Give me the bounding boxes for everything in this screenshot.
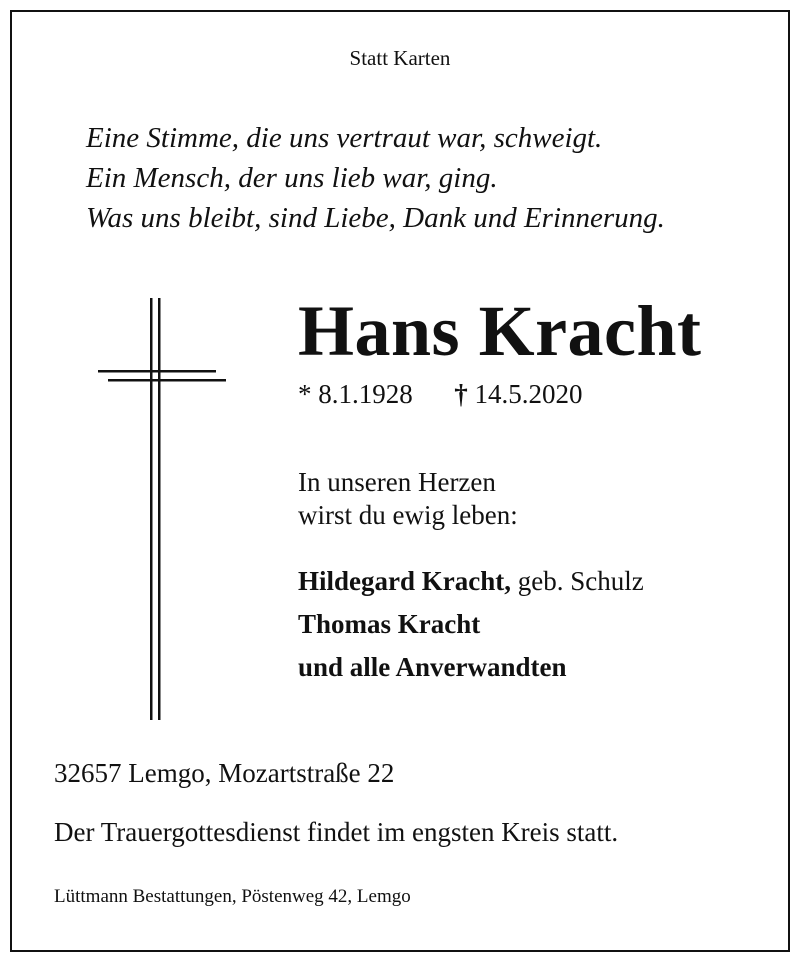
service-note: Der Trauergottesdienst findet im engsten Kreis statt. — [54, 817, 619, 847]
mourner-name: Hildegard Kracht, — [298, 566, 511, 596]
farewell-line: wirst du ewig leben: — [298, 500, 518, 530]
farewell-text — [298, 466, 518, 532]
family-address: 32657 Lemgo, Mozartstraße 22 — [54, 758, 395, 788]
verse-line: Was uns bleibt, sind Liebe, Dank und Erinnerung. — [86, 202, 665, 234]
memorial-cross-icon — [96, 298, 228, 720]
life-dates — [298, 379, 583, 410]
cross-vertical-bar-left — [150, 298, 153, 720]
death-cross-icon: † — [454, 379, 468, 409]
verse-line: Eine Stimme, die uns vertraut war, schweigt. — [86, 122, 603, 154]
cross-horizontal-bar-top — [98, 370, 216, 373]
cross-vertical-bar-right — [158, 298, 161, 720]
verse-line: Ein Mensch, der uns lieb war, ging. — [86, 162, 498, 194]
header-note: Statt Karten — [349, 46, 451, 70]
deceased-name: Hans Kracht — [298, 291, 702, 371]
mourner-entry: und alle Anverwandten — [298, 652, 567, 682]
birth-date: 8.1.1928 — [318, 379, 413, 409]
mourner-entry — [298, 560, 644, 603]
mourners-list — [298, 560, 644, 689]
mourner-maiden-name: geb. Schulz — [517, 566, 644, 596]
death-date: 14.5.2020 — [474, 379, 583, 409]
mourner-entry: Thomas Kracht — [298, 609, 481, 639]
birth-symbol: * — [298, 379, 312, 409]
undertaker-info: Lüttmann Bestattungen, Pöstenweg 42, Lemgo — [54, 886, 411, 907]
cross-horizontal-bar-bottom — [108, 379, 226, 382]
farewell-line: In unseren Herzen — [298, 467, 496, 497]
memorial-verse — [86, 118, 665, 238]
